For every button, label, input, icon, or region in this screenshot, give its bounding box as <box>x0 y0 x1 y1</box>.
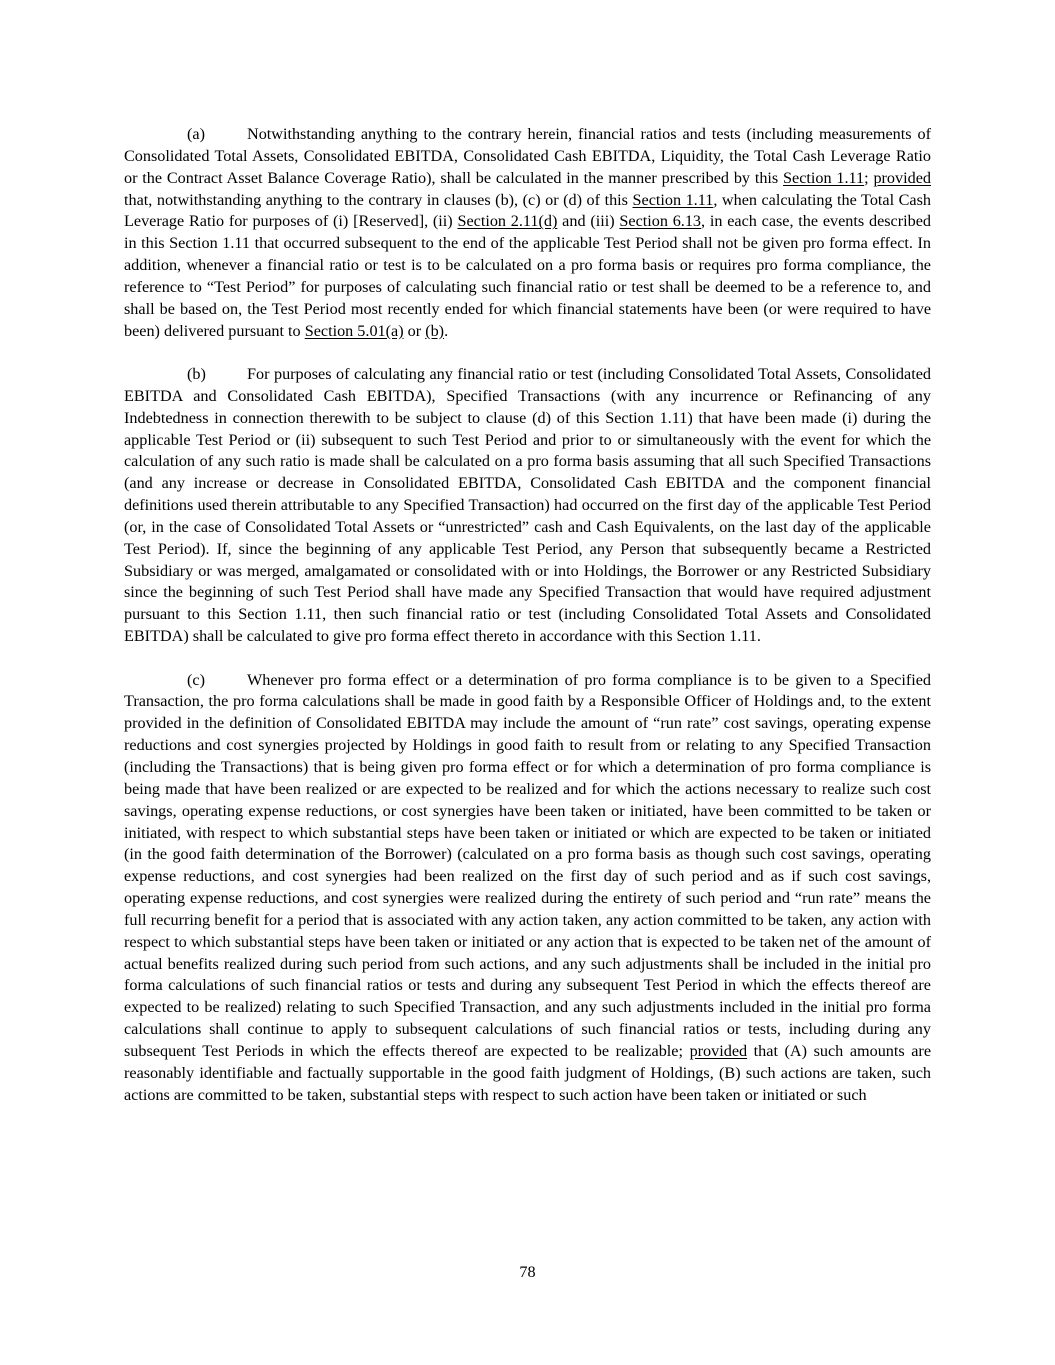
paragraph-b <box>124 364 931 648</box>
paragraph-a-text-5: and (iii) <box>557 212 620 231</box>
paragraph-a <box>124 124 931 342</box>
paragraph-c-text-1: Whenever pro forma effect or a determination of pro forma compliance is to be given to a Specified Transaction, the pro forma calculations shall be made in good faith by a Responsible Officer of Holdings and, to the extent provided in the definition of Consolidated EBITDA may include the amount of “run rate” cost savings, operating expense reductions and cost synergies projected by Holdings in good faith to result from or relating to any Specified Transaction (including the Transactions) that is being given pro forma effect or for which a determination of pro forma compliance is being made that have been realized or are expected to be realized and for which the actions necessary to realize such cost savings, operating expense reductions, or cost synergies have been taken or initiated, have been committed to be taken or initiated, with respect to which substantial steps have been taken or initiated or which are expected to be taken or initiated (in the good faith determination of the Borrower) (calculated on a pro forma basis as though such cost savings, operating expense reductions, and cost synergies had been realized on the first day of such period and as if such cost savings, operating expense reductions, and cost synergies were realized during the entirety of such period and “run rate” means the full recurring benefit for a period that is associated with any action taken, any action committed to be taken, any action with respect to which substantial steps have been taken or initiated or any action that is expected to be taken net of the amount of actual benefits realized during such period from such actions, and any such adjustments shall be included in the initial pro forma calculations of such financial ratios or tests and during any subsequent Test Period in which the effects thereof are expected to be realized) relating to such Specified Transaction, and any such adjustments included in the initial pro forma calculations shall continue to apply to subsequent calculations of such financial ratios or tests, including during any subsequent Test Periods in which the effects thereof are expected to be realizable; <box>124 670 931 1060</box>
provided-term: provided <box>689 1041 748 1060</box>
paragraph-a-text-1: Notwithstanding anything to the contrary herein, financial ratios and tests (including measurements of Consolidated Total Assets, Consolidated EBITDA, Consolidated Cash EBITDA, Liquidity, the Total Cash Leverage Ratio or the Contract Asset Balance Coverage Ratio), shall be calculated in the manner prescribed by this <box>124 125 931 187</box>
section-reference: Section 1.11 <box>783 168 865 187</box>
paragraph-a-text-8: . <box>444 321 449 340</box>
page-number: 78 <box>519 1263 536 1281</box>
document-page <box>124 124 931 1128</box>
section-reference: (b) <box>425 321 445 340</box>
paragraph-a-text-4: , when calculating the Total Cash Leverage Ratio for purposes of (i) [Reserved], (ii) <box>124 190 931 231</box>
paragraph-b-text: For purposes of calculating any financial ratio or test (including Consolidated Total Assets, Consolidated EBITDA and Consolidated Cash EBITDA), Specified Transactions (with any incurrence or Refinancing of any Indebtedness in connection therewith to be subject to clause (d) of this Section 1.11) that have been made (i) during the applicable Test Period or (ii) subsequent to such Test Period and prior to or simultaneously with the event for which the calculation of any such ratio is made shall be calculated on a pro forma basis assuming that all such Specified Transactions (and any increase or decrease in Consolidated EBITDA, Consolidated Cash EBITDA and the component financial definitions used therein attributable to any Specified Transaction) had occurred on the first day of the applicable Test Period (or, in the case of Consolidated Total Assets or “unrestricted” cash and Cash Equivalents, on the last day of the applicable Test Period). If, since the beginning of any applicable Test Period, any Person that subsequently became a Restricted Subsidiary or was merged, amalgamated or consolidated with or into Holdings, the Borrower or any Restricted Subsidiary since the beginning of such Test Period shall have made any Specified Transaction that would have required adjustment pursuant to this Section 1.11, then such financial ratio or test (including Consolidated Total Assets and Consolidated EBITDA) shall be calculated to give pro forma effect thereto in accordance with this Section 1.11. <box>124 365 931 646</box>
section-reference: Section 2.11(d) <box>457 212 558 231</box>
paragraph-a-text-2: ; <box>864 168 874 187</box>
section-reference: Section 1.11 <box>632 190 714 209</box>
paragraph-a-text-3: that, notwithstanding anything to the contrary in clauses (b), (c) or (d) of this <box>124 190 633 209</box>
section-reference: Section 5.01(a) <box>304 321 404 340</box>
section-reference: Section 6.13 <box>619 212 702 231</box>
paragraph-a-label: (a) <box>187 125 205 143</box>
paragraph-a-text-7: or <box>403 321 426 340</box>
provided-term: provided <box>873 168 931 187</box>
paragraph-c <box>124 670 931 1107</box>
paragraph-b-label: (b) <box>187 365 206 384</box>
paragraph-c-text-2: that (A) such amounts are reasonably identifiable and factually supportable in the good faith judgment of Holdings, (B) such actions are taken, such actions are committed to be taken, substantial steps with respect to such action have been taken or initiated or such <box>124 1041 932 1104</box>
paragraph-a-text-6: , in each case, the events described in this Section 1.11 that occurred subsequent to the end of the applicable Test Period shall not be given pro forma effect. In addition, whenever a financial ratio or test is to be calculated on a pro forma basis or requires pro forma compliance, the reference to “Test Period” for purposes of calculating such financial ratio or test shall be deemed to be a reference to, and shall be based on, the Test Period most recently ended for which financial statements have been (or were required to have been) delivered pursuant to <box>124 212 931 340</box>
paragraph-c-label: (c) <box>187 670 205 689</box>
